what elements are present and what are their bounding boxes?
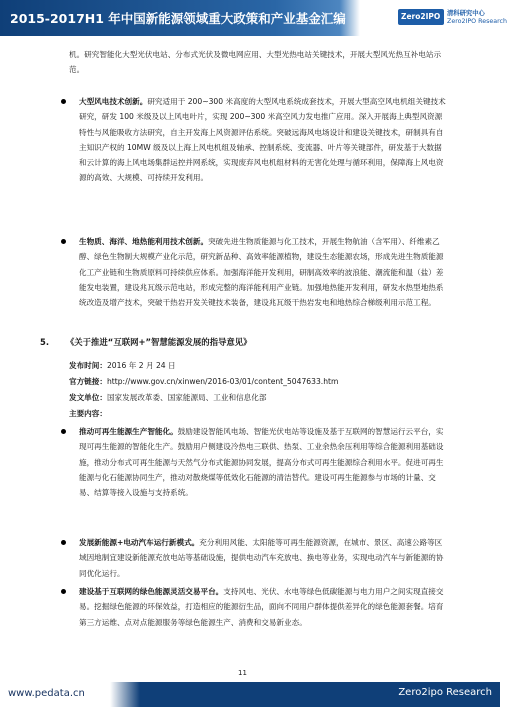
section-number: 5. [40, 337, 50, 347]
bullet-dot-icon [61, 540, 66, 545]
bullet-body: 突破先进生物质能源与化工技术，开展生物航油（含军用）、纤维素乙醇、绿色生物制大规模产业化示范，研究新品种、高效率能源植物，建设生态能源农场，形成先进生物质能源化工产业链和生物质原料可持续供应体系。加强海洋能开发利用，研制高效率的波浪能、潮流能和温（盐）差能发电装置，建设兆瓦级示范电站，形成完整的海洋能利用产业链。加强地热能开发利用，研发水热型地热系统改造及增产技术，突破干热岩开发关键技术装备，建设兆瓦级干热岩发电和地热综合梯级利用示范工程。 [79, 237, 444, 308]
bullet-biomass-ocean-geothermal [69, 234, 449, 310]
org-name-en: Zero2IPO Research [447, 18, 507, 25]
section-title: 《关于推进“互联网+”智慧能源发展的指导意见》 [65, 337, 252, 347]
official-link [69, 376, 338, 387]
bullet-body: 研究适用于 200~300 米高度的大型风电系统成套技术，开展大型高空风电机组关键技术研究，研发 100 米级及以上风电叶片，实现 200~300 米高空风力发电推广应用。深入开展海上典型风资源特性与风能吸收方法研究，自主开发海上风资源评估系统。突破远海风电场设计和建设关键技术，研制具有自主知识产权的 10MW 级及以上海上风电机组及轴承、控制系统、变流器、叶片等关键部件，研发基于大数据和云计算的海上风电场集群运控并网系统，实现废弃风电机组材料的无害化处理与循环利用，保障海上风电资源的高效、大规模、可持续开发利用。 [79, 97, 446, 183]
footer-left-panel [0, 682, 110, 707]
publish-date-value: 2016 年 2 月 24 日 [106, 361, 176, 370]
page-number: 11 [238, 669, 247, 677]
issuing-unit [69, 392, 266, 403]
bullet-body: 充分利用风能、太阳能等可再生能源资源，在城市、景区、高速公路等区域因地制宜建设新能源充放电站等基础设施，提供电动汽车充放电、换电等业务，实现电动汽车与新能源的协同优化运行。 [79, 538, 444, 578]
official-link-url[interactable]: http://www.gov.cn/xinwen/2016-03/01/content_5047633.htm [106, 377, 339, 386]
bullet-new-energy-ev [69, 535, 449, 581]
org-name-cn: 清科研究中心 [447, 10, 485, 17]
bullet-text [69, 535, 449, 581]
bullet-green-energy-trading [69, 584, 449, 630]
page-footer [0, 682, 500, 707]
bullet-dot-icon [61, 239, 66, 244]
footer-website-link[interactable]: www.pedata.cn [8, 688, 85, 699]
intro-paragraph: 机。研究智能化大型光伏电站、分布式光伏及微电网应用、大型光热电站关键技术，开展大型风光热互补电站示范。 [69, 50, 442, 75]
footer-brand: Zero2ipo Research [398, 687, 492, 698]
bullet-dot-icon [61, 589, 66, 594]
page-header [0, 0, 507, 36]
section-heading [40, 336, 251, 348]
bullet-dot-icon [61, 99, 66, 104]
footer-fade [110, 682, 140, 707]
issuing-unit-label: 发文单位： [69, 393, 107, 402]
bullet-lead: 生物质、海洋、地热能利用技术创新。 [79, 237, 209, 246]
bullet-lead: 大型风电技术创新。 [79, 97, 148, 106]
bullet-text [69, 94, 449, 186]
report-title: 2015-2017H1 年中国新能源领域重大政策和产业基金汇编 [10, 11, 346, 26]
bullet-body: 鼓励建设智能风电场、智能光伏电站等设施及基于互联网的智慧运行云平台，实现可再生能源的智能化生产。鼓励用户侧建设冷热电三联供、热泵、工业余热余压利用等综合能源利用基础设施，推动分布式可再生能源与天然气分布式能源协同发展，提高分布式可再生能源综合利用水平。促进可再生能源与化石能源协同生产，推动对散烧煤等低效化石能源的清洁替代。建设可再生能源参与市场的计量、交易、结算等接入设施与支持系统。 [79, 427, 444, 498]
bullet-wind-power [69, 94, 449, 186]
logo-text: Zero2IPO [401, 12, 441, 21]
bullet-dot-icon [61, 429, 66, 434]
bullet-renewable-smart-production [69, 424, 449, 500]
bullet-body: 支持风电、光伏、水电等绿色低碳能源与电力用户之间实现直接交易。挖掘绿色能源的环保效益，打造相应的能源衍生品，面向不同用户群体提供差异化的绿色能源套餐。培育第三方运维、点对点能源服务等绿色能源生产、消费和交易新业态。 [79, 587, 444, 627]
bullet-text [69, 424, 449, 500]
bullet-lead: 建设基于互联网的绿色能源灵活交易平台。 [79, 587, 224, 596]
zero2ipo-logo [398, 9, 444, 25]
publish-date-label: 发布时间： [69, 361, 107, 370]
publish-date [69, 360, 176, 371]
main-content-label: 主要内容： [69, 409, 107, 418]
issuing-unit-value: 国家发展改革委、国家能源局、工业和信息化部 [106, 393, 267, 402]
bullet-text [69, 234, 449, 310]
official-link-label: 官方链接： [69, 377, 107, 386]
bullet-lead: 发展新能源+电动汽车运行新模式。 [79, 538, 200, 547]
bullet-lead: 推动可再生能源生产智能化。 [79, 427, 178, 436]
bullet-text [69, 584, 449, 630]
org-name [447, 10, 507, 26]
